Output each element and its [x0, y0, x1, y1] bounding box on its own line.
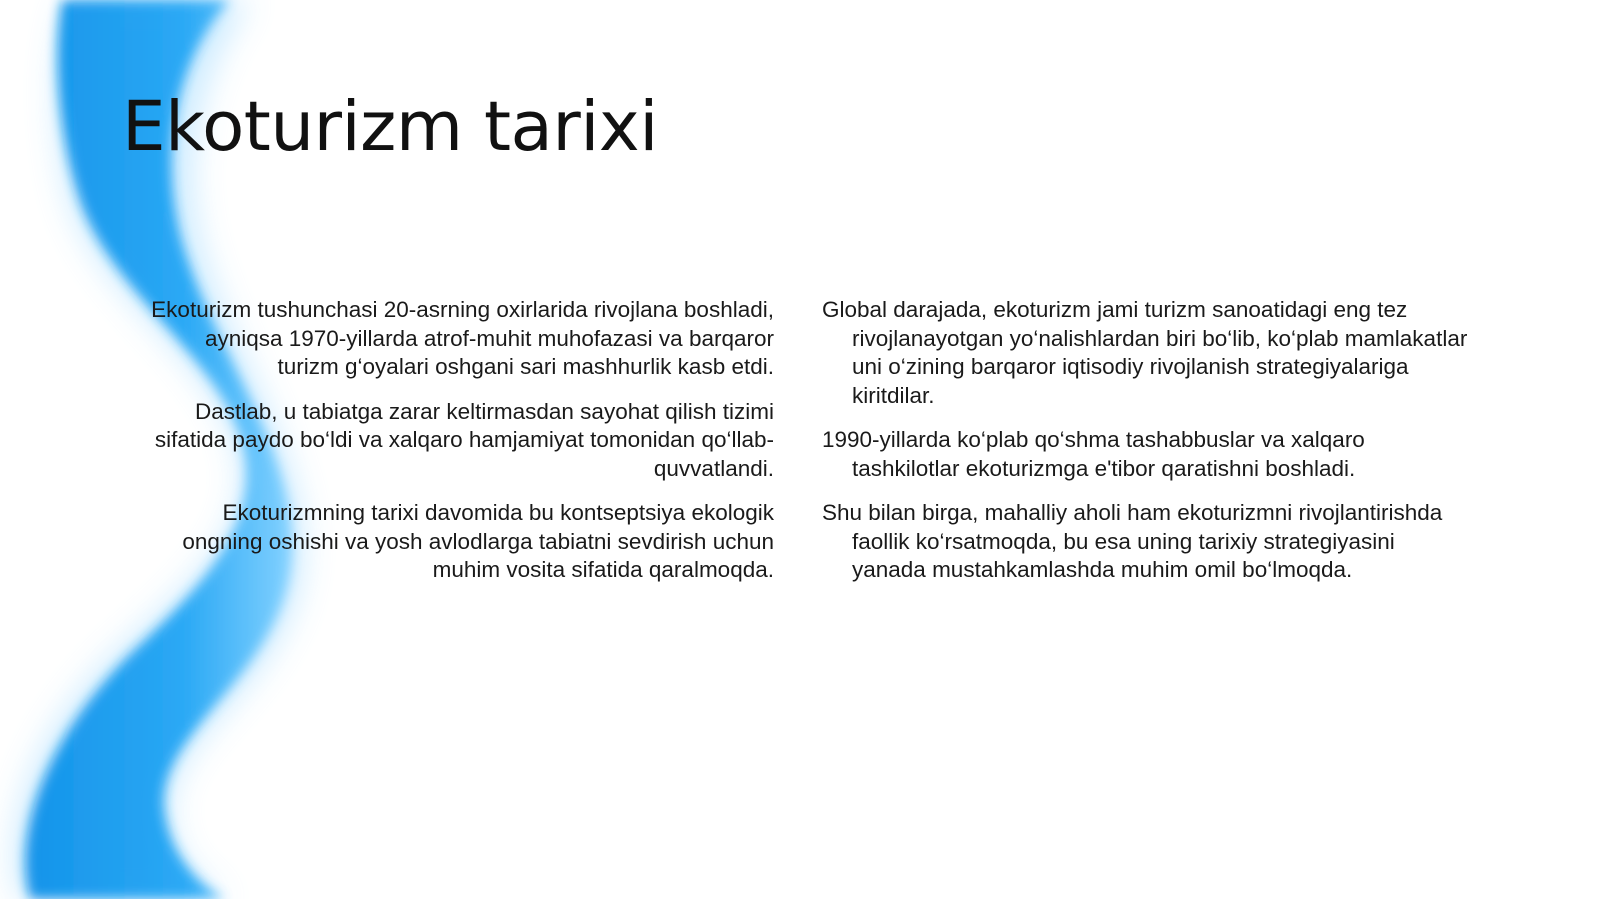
paragraph: Global darajada, ekoturizm jami turizm sanoatidagi eng tez rivojlanayotgan yo‘nalishlardan biri bo‘lib, ko‘plab mamlakatlar uni o‘zining barqaror iqtisodiy rivojlanish strategiyalariga kiritdilar. — [822, 297, 1468, 408]
paragraph: Shu bilan birga, mahalliy aholi ham ekoturizmni rivojlantirishda faollik ko‘rsatmoqda, bu esa uning tarixiy strategiyasini yanada mustahkamlashda muhim omil bo‘lmoqda. — [822, 500, 1443, 582]
paragraph: Ekoturizm tushunchasi 20-asrning oxirlarida rivojlana boshladi, ayniqsa 1970-yillarda atrof-muhit muhofazasi va barqaror turizm g‘oyalari oshgani sari mashhurlik kasb etdi. — [151, 297, 774, 379]
paragraph: Dastlab, u tabiatga zarar keltirmasdan sayohat qilish tizimi sifatida paydo bo‘ldi va xalqaro hamjamiyat tomonidan qo‘llab-quvvatlandi. — [154, 398, 774, 481]
paragraph: 1990-yillarda ko‘plab qo‘shma tashabbuslar va xalqaro tashkilotlar ekoturizmga e'tibor qaratishni boshladi. — [822, 427, 1365, 481]
slide-title: Ekoturizm tarixi — [122, 87, 658, 167]
left-text-column — [140, 296, 774, 601]
right-text-column — [822, 296, 1472, 601]
paragraph: Ekoturizmning tarixi davomida bu kontseptsiya ekologik ongning oshishi va yosh avlodlarga tabiatni sevdirish uchun muhim vosita sifatida qaralmoqda. — [182, 500, 774, 582]
